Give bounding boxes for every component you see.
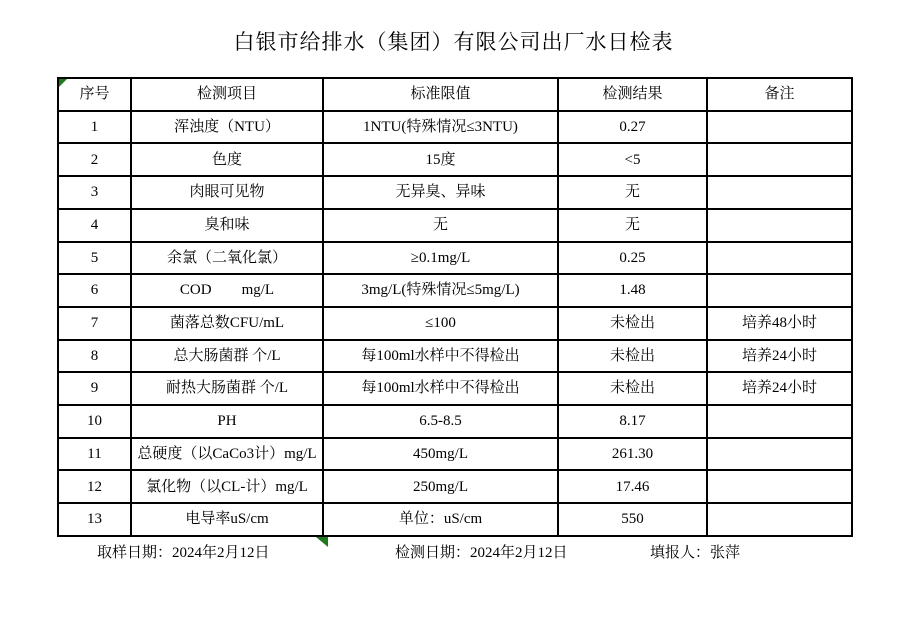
cell-limit: 6.5-8.5	[323, 405, 558, 438]
cell-result: <5	[558, 143, 707, 176]
cell-remark	[707, 143, 852, 176]
cell-remark: 培养48小时	[707, 307, 852, 340]
cell-item: 电导率uS/cm	[131, 503, 323, 536]
cell-remark	[707, 242, 852, 275]
cell-no: 4	[58, 209, 131, 242]
cell-result: 550	[558, 503, 707, 536]
sampling-date-label: 取样日期：2024年2月12日	[97, 545, 270, 561]
cell-limit: 250mg/L	[323, 470, 558, 503]
cell-remark: 培养24小时	[707, 372, 852, 405]
cell-item: 肉眼可见物	[131, 176, 323, 209]
cell-no: 9	[58, 372, 131, 405]
cell-remark	[707, 470, 852, 503]
cell-result: 未检出	[558, 372, 707, 405]
cell-remark: 培养24小时	[707, 340, 852, 373]
cell-result: 无	[558, 209, 707, 242]
cell-limit: 1NTU(特殊情况≤3NTU)	[323, 111, 558, 144]
cell-limit: 每100ml水样中不得检出	[323, 372, 558, 405]
cell-item: 菌落总数CFU/mL	[131, 307, 323, 340]
cell-limit: 单位：uS/cm	[323, 503, 558, 536]
cell-no: 12	[58, 470, 131, 503]
cell-remark	[707, 209, 852, 242]
cell-item: 总硬度（以CaCo3计）mg/L	[131, 438, 323, 471]
table-row	[58, 340, 852, 373]
cell-result: 未检出	[558, 340, 707, 373]
table-header-row	[58, 78, 852, 111]
cell-remark	[707, 405, 852, 438]
cell-remark	[707, 111, 852, 144]
cell-item: COD mg/L	[131, 274, 323, 307]
table-row	[58, 111, 852, 144]
cell-limit: 无异臭、异味	[323, 176, 558, 209]
cell-no: 5	[58, 242, 131, 275]
table-row	[58, 274, 852, 307]
cell-result: 未检出	[558, 307, 707, 340]
cell-limit: 每100ml水样中不得检出	[323, 340, 558, 373]
cell-remark	[707, 438, 852, 471]
cell-limit: ≤100	[323, 307, 558, 340]
header-limit: 标准限值	[323, 78, 558, 111]
table-row	[58, 242, 852, 275]
table-row	[58, 372, 852, 405]
cell-result: 无	[558, 176, 707, 209]
cell-result: 0.25	[558, 242, 707, 275]
header-remark: 备注	[707, 78, 852, 111]
cell-remark	[707, 274, 852, 307]
cell-result: 0.27	[558, 111, 707, 144]
cell-result: 8.17	[558, 405, 707, 438]
table-row	[58, 405, 852, 438]
cell-item: 耐热大肠菌群 个/L	[131, 372, 323, 405]
cell-limit: 3mg/L(特殊情况≤5mg/L)	[323, 274, 558, 307]
cell-limit: ≥0.1mg/L	[323, 242, 558, 275]
header-result: 检测结果	[558, 78, 707, 111]
page-title: 白银市给排水（集团）有限公司出厂水日检表	[233, 30, 674, 54]
cell-no: 10	[58, 405, 131, 438]
table-row	[58, 209, 852, 242]
green-artifact-icon	[316, 537, 328, 547]
cell-no: 2	[58, 143, 131, 176]
cell-limit: 15度	[323, 143, 558, 176]
cell-no: 6	[58, 274, 131, 307]
cell-item: 总大肠菌群 个/L	[131, 340, 323, 373]
table-row	[58, 470, 852, 503]
reporter-label: 填报人：张萍	[650, 545, 741, 561]
cell-no: 13	[58, 503, 131, 536]
header-item: 检测项目	[131, 78, 323, 111]
cell-item: 浑浊度（NTU）	[131, 111, 323, 144]
green-corner-marker-icon	[59, 79, 67, 87]
table-row	[58, 307, 852, 340]
table-row	[58, 143, 852, 176]
cell-item: 氯化物（以CL-计）mg/L	[131, 470, 323, 503]
table-row	[58, 438, 852, 471]
cell-limit: 450mg/L	[323, 438, 558, 471]
cell-item: 余氯（二氧化氯）	[131, 242, 323, 275]
cell-no: 7	[58, 307, 131, 340]
table-row	[58, 176, 852, 209]
cell-no: 11	[58, 438, 131, 471]
cell-item: 臭和味	[131, 209, 323, 242]
cell-limit: 无	[323, 209, 558, 242]
cell-remark	[707, 176, 852, 209]
test-date-label: 检测日期：2024年2月12日	[395, 545, 568, 561]
cell-no: 1	[58, 111, 131, 144]
cell-no: 8	[58, 340, 131, 373]
cell-result: 261.30	[558, 438, 707, 471]
cell-item: PH	[131, 405, 323, 438]
header-no: 序号	[58, 78, 131, 111]
cell-remark	[707, 503, 852, 536]
cell-result: 1.48	[558, 274, 707, 307]
cell-result: 17.46	[558, 470, 707, 503]
water-inspection-table	[57, 77, 853, 537]
table-row	[58, 503, 852, 536]
cell-item: 色度	[131, 143, 323, 176]
cell-no: 3	[58, 176, 131, 209]
